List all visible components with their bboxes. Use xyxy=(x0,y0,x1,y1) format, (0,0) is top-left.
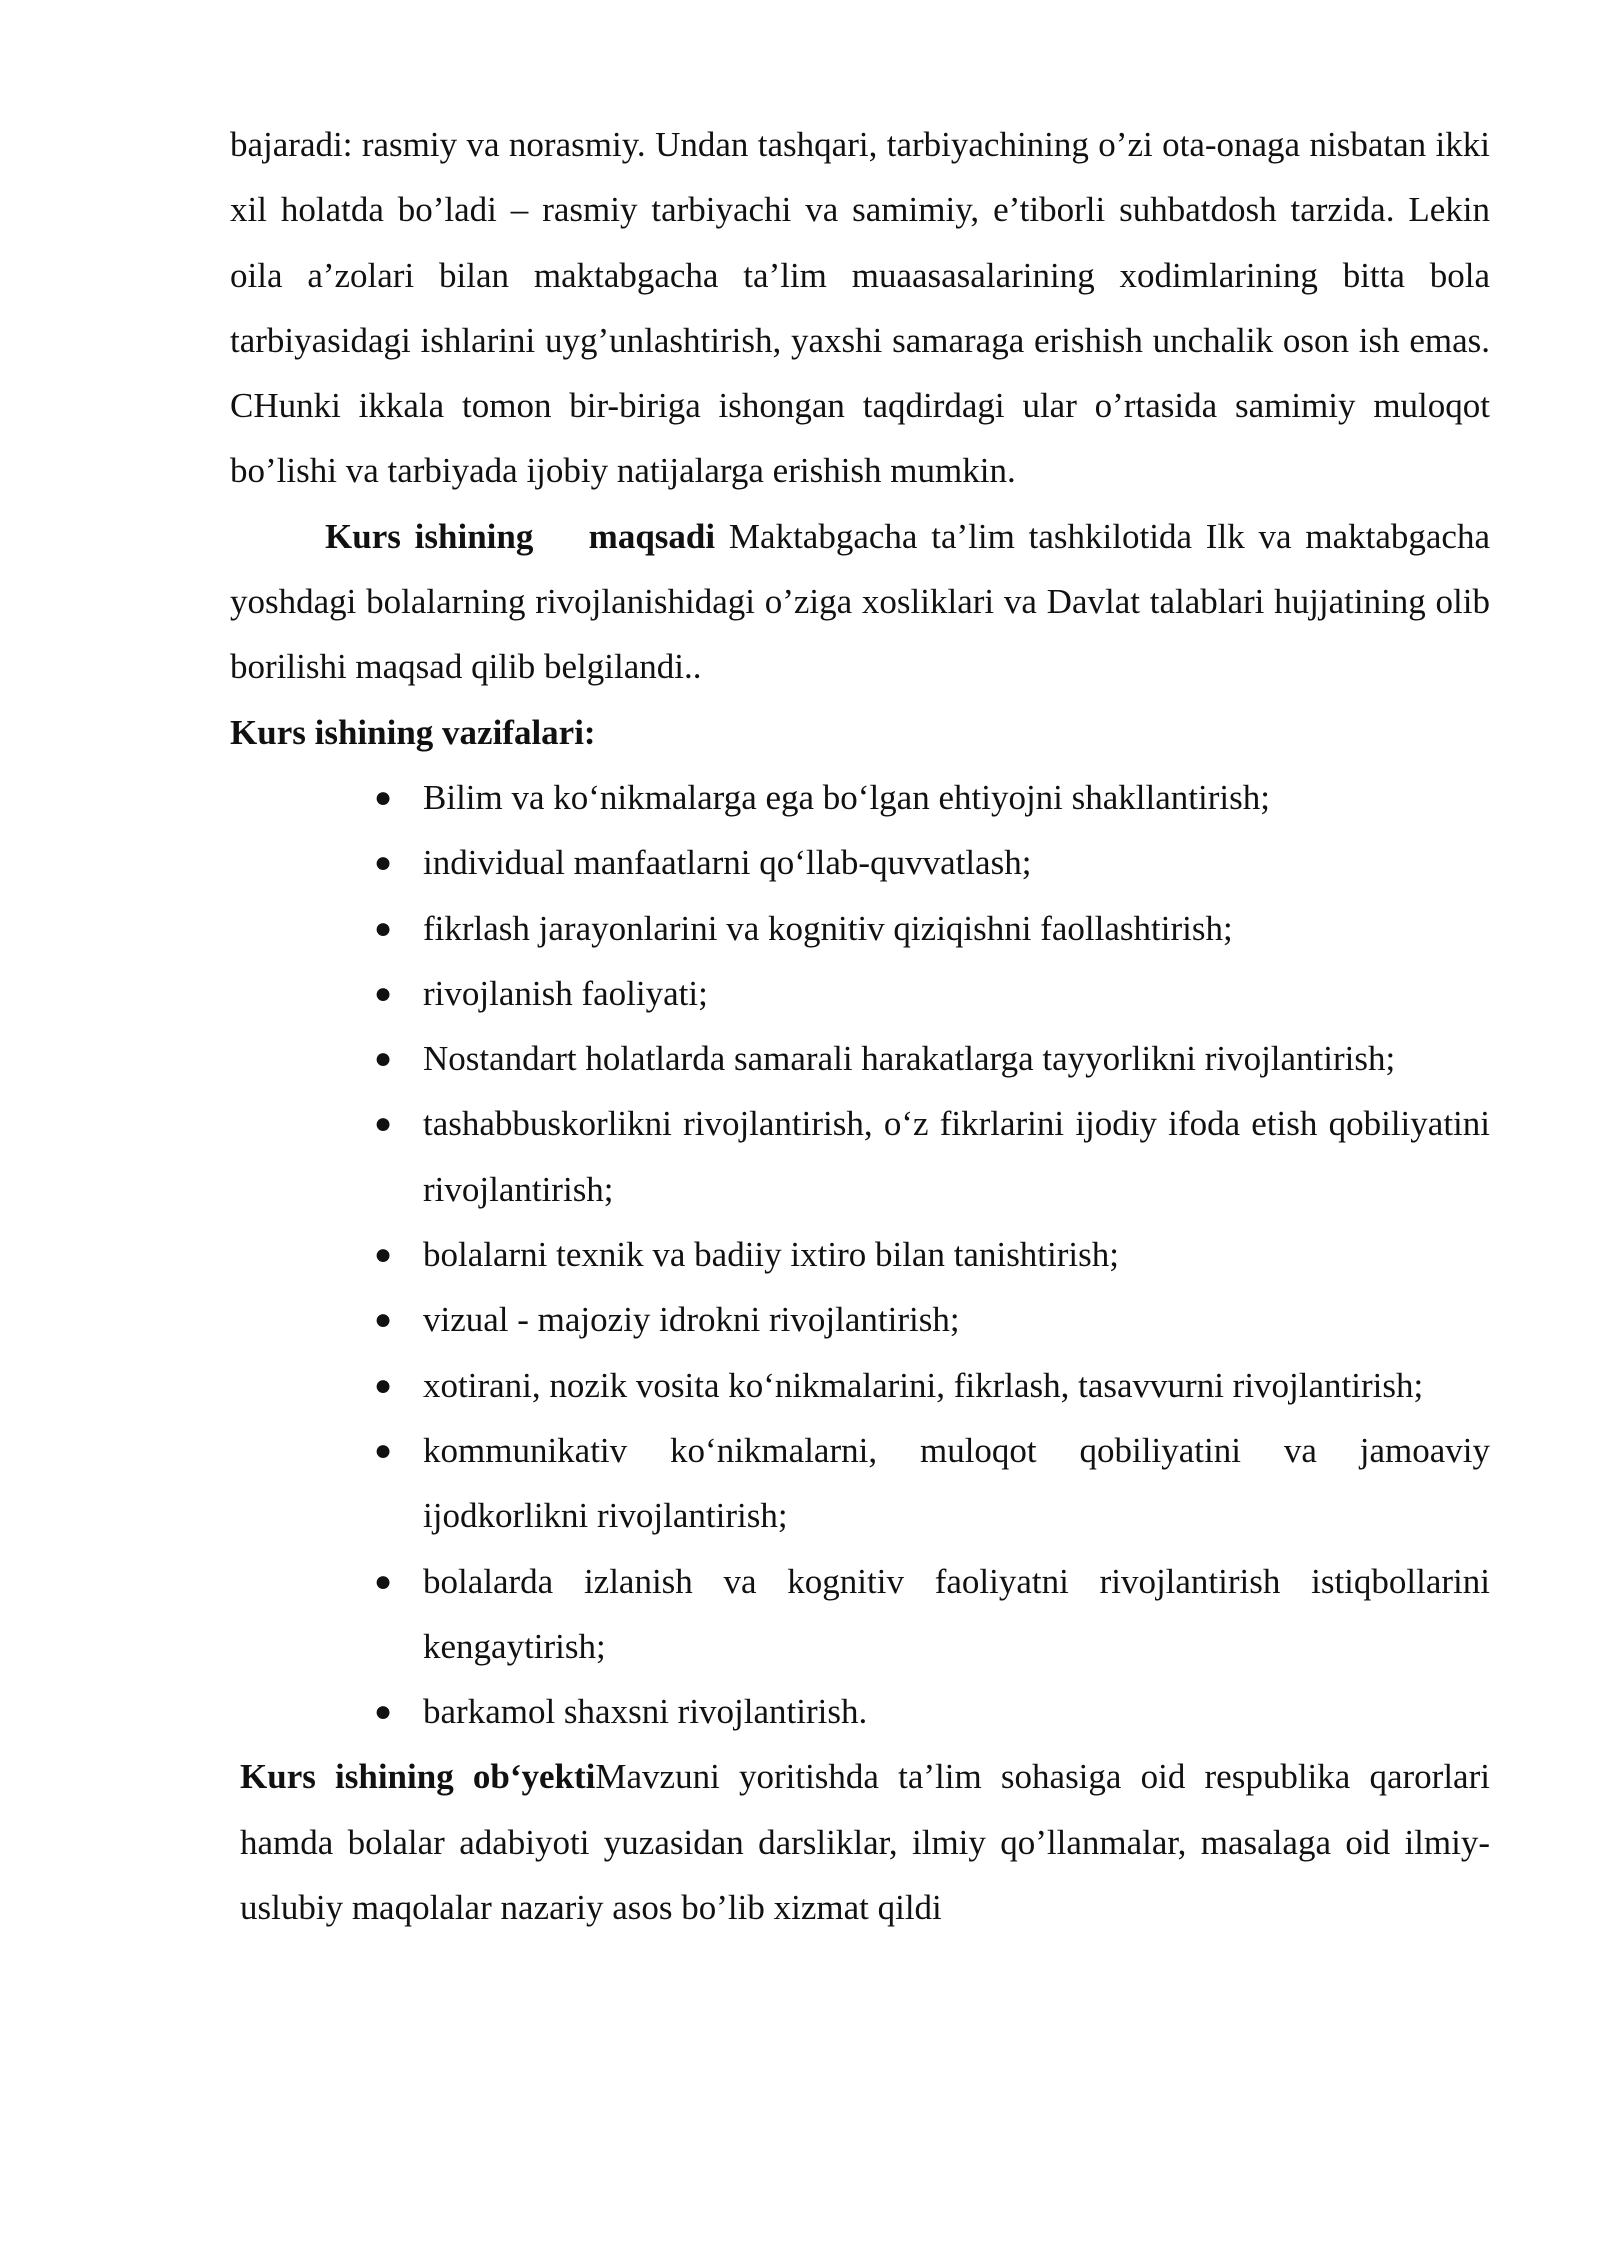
tasks-list xyxy=(230,765,1490,1744)
list-item xyxy=(230,830,1490,895)
goal-text: Maktabgacha ta’lim tashkilotida Ilk va maktabgacha yoshdagi bolalarning rivojlanishidagi o’ziga xosliklari va Davlat talablari hujjatining olib borilishi maqsad qilib belgilandi.. xyxy=(230,516,1490,687)
bullet-icon: ● xyxy=(374,1368,393,1402)
bullet-icon: ● xyxy=(374,1564,393,1598)
list-item-text: bolalarda izlanish va kognitiv faoliyatni rivojlantirish istiqbollarini kengaytirish; xyxy=(423,1561,1490,1666)
bullet-icon: ● xyxy=(374,976,393,1010)
list-item-text: individual manfaatlarni qo‘llab-quvvatlash; xyxy=(423,843,1032,883)
bullet-icon: ● xyxy=(374,1303,393,1337)
bullet-icon: ● xyxy=(374,1042,393,1076)
list-item-text: rivojlanish faoliyati; xyxy=(423,973,708,1013)
list-item xyxy=(230,1679,1490,1744)
list-item-text: xotirani, nozik vosita ko‘nikmalarini, fikrlash, tasavvurni rivojlantirish; xyxy=(423,1365,1424,1405)
list-item xyxy=(230,1353,1490,1418)
bullet-icon: ● xyxy=(374,846,393,880)
list-item xyxy=(230,1418,1490,1549)
list-item xyxy=(230,1549,1490,1680)
list-item-text: kommunikativ ko‘nikmalarni, muloqot qobiliyatini va jamoaviy ijodkorlikni rivojlantirish; xyxy=(423,1430,1490,1536)
tasks-heading: Kurs ishining vazifalari: xyxy=(230,712,596,752)
goal-paragraph xyxy=(230,504,1490,700)
bullet-icon: ● xyxy=(374,1433,393,1467)
list-item-text: bolalarni texnik va badiiy ixtiro bilan tanishtirish; xyxy=(423,1235,1119,1275)
list-item-text: fikrlash jarayonlarini va kognitiv qiziqishni faollashtirish; xyxy=(423,908,1233,948)
list-item-text: barkamol shaxsni rivojlantirish. xyxy=(423,1692,868,1732)
bullet-icon: ● xyxy=(374,1107,393,1141)
bullet-icon: ● xyxy=(374,780,393,814)
list-item-text: Nostandart holatlarda samarali harakatlarga tayyorlikni rivojlantirish; xyxy=(423,1039,1396,1079)
list-item xyxy=(230,1026,1490,1091)
document-page xyxy=(230,112,1490,1940)
object-label: Kurs ishining ob‘yekti xyxy=(240,1757,596,1797)
list-item-text: vizual - majoziy idrokni rivojlantirish; xyxy=(423,1300,960,1340)
list-item xyxy=(230,1091,1490,1222)
list-item-text: tashabbuskorlikni rivojlantirish, o‘z fikrlarini ijodiy ifoda etish qobiliyatini rivojlantirish; xyxy=(423,1104,1490,1209)
list-item xyxy=(230,896,1490,961)
list-item xyxy=(230,961,1490,1026)
bullet-icon: ● xyxy=(374,1238,393,1272)
list-item-text: Bilim va ko‘nikmalarga ega bo‘lgan ehtiyojni shakllantirish; xyxy=(423,777,1270,817)
list-item xyxy=(230,1222,1490,1287)
bullet-icon: ● xyxy=(374,911,393,945)
bullet-icon: ● xyxy=(374,1695,393,1729)
list-item xyxy=(230,765,1490,830)
intro-paragraph: bajaradi: rasmiy va norasmiy. Undan tashqari, tarbiyachining o’zi ota-onaga nisbatan ikki xil holatda bo’ladi – rasmiy tarbiyachi va samimiy, e’tiborli suhbatdosh tarzida. Lekin oila a’zolari bilan maktabgacha ta’lim muaasasalarining xodimlarining bitta bola tarbiyasidagi ishlarini uyg’unlashtirish, yaxshi samaraga erishish unchalik oson ish emas. CHunki ikkala tomon bir-biriga ishongan taqdirdagi ular o’rtasida samimiy muloqot bo’lishi va tarbiyada ijobiy natijalarga erishish mumkin. xyxy=(230,125,1490,491)
list-item xyxy=(230,1287,1490,1352)
object-paragraph xyxy=(230,1744,1490,1940)
object-text: Mavzuni yoritishda ta’lim sohasiga oid respublika qarorlari hamda bolalar adabiyoti yuzasidan darsliklar, ilmiy qo’llanmalar, masalaga oid ilmiy-uslubiy maqolalar nazariy asos bo’lib xizmat qildi xyxy=(240,1757,1490,1928)
goal-label: Kurs ishining maqsadi xyxy=(325,516,716,556)
